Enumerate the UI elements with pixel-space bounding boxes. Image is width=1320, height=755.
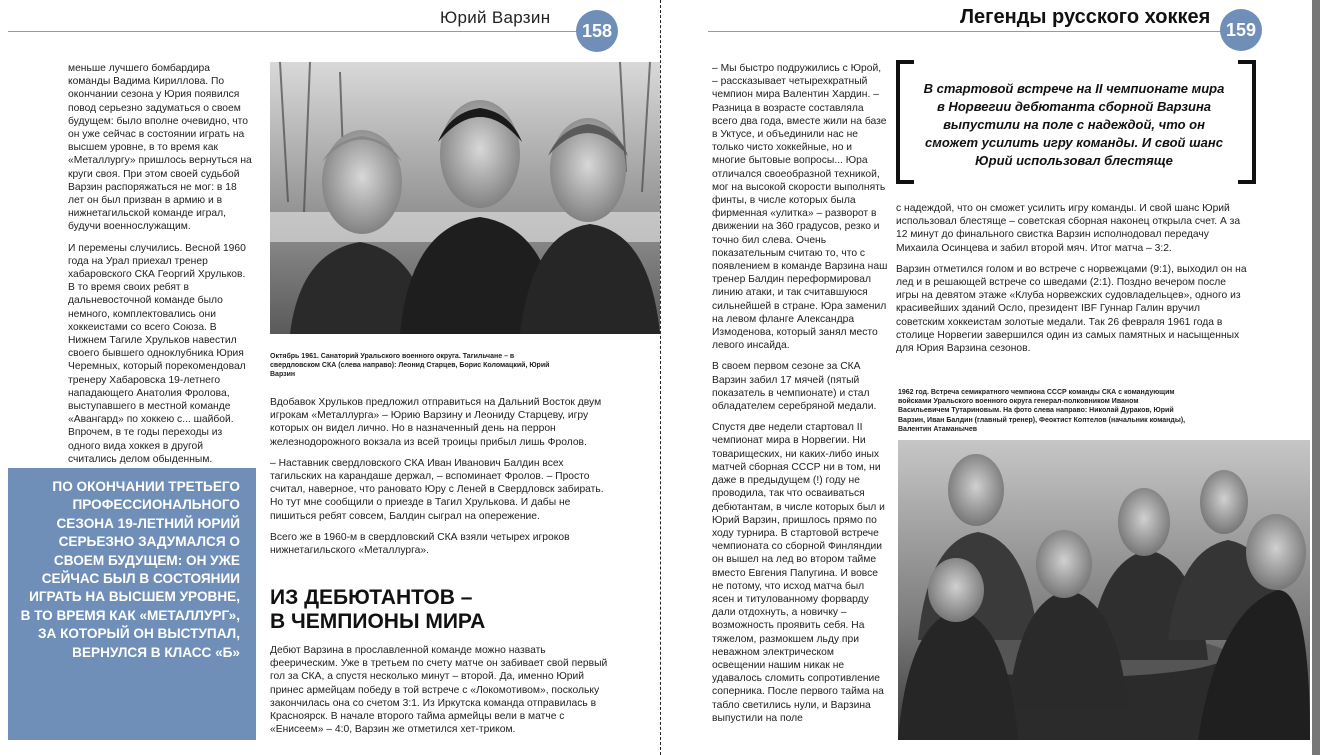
heading-line: ИЗ ДЕБЮТАНТОВ – [270, 586, 473, 609]
running-head: Юрий Варзин [440, 8, 551, 27]
section-heading [270, 586, 570, 634]
text-column-2-continued [270, 644, 616, 744]
text-column-2 [896, 202, 1250, 363]
quote-bracket-left [896, 60, 914, 184]
page-159 [664, 0, 1312, 755]
page-edge-right [1312, 0, 1320, 755]
paragraph: Вдобавок Хрульков предложил отправиться на Дальний Восток двум игрокам «Металлурга» – Юрию Варзину и Леониду Старцеву, игру которых он видел лично. Но в назначенный день на перрон железнодорожного вокзала из всей троицы прибыл лишь Фролов. [270, 397, 602, 448]
paragraph: Спустя две недели стартовал II чемпионат мира в Норвегии. Ни товарищеских, ни каких-либо иных матчей сборная СССР ни в том, ни даже в предыдущем (!) году не проводила, так что осваиваться дебютантам, в числе которых был и Юрий Варзин, пришлось прямо по ходу турнира. В стартовой встрече чемпионата со сборной Финляндии он вышел на лед во втором тайме вместо Евгения Папугина. И вовсе не потому, что исход матча был ясен и титулованному форварду дали отдохнуть, а новичку – возможность проявить себя. На тяжелом, размокшем льду при неважном электрическом освещении нашим никак не удавалось сломить сопротивление соперника. После первого тайма на табло светились нули, и Варзина выпустили на поле [712, 422, 885, 724]
text-column-2 [270, 396, 616, 565]
photo-caption: Октябрь 1961. Санаторий Уральского военного округа. Тагильчане – в свердловском СКА (слева направо): Леонид Старцев, Борис Коломацкий, Юрий Варзин [270, 353, 550, 379]
photo-three-players [270, 62, 660, 334]
paragraph: с надеждой, что он сможет усилить игру команды. И свой шанс Юрий использовал блестяще – советская сборная наконец открыла счет. А за 12 минут до финального свистка Варзин исполнодовал передачу Михаила Осинцева и забил второй мяч. Итог матча – 3:2. [896, 203, 1241, 254]
text-column-1 [712, 62, 888, 733]
photo-team-meeting [898, 440, 1310, 740]
paragraph: меньше лучшего бомбардира команды Вадима Кириллова. По окончании сезона у Юрия появился повод серьезно задуматься о своем будущем: было вполне очевидно, что он уже сейчас в состоянии играть на высшем уровне, в то время как «Металлургу» пришлось вернуться на круги своя. При этом своей судьбой Варзин распоряжаться не мог: в 18 лет он был призван в армию и в нижнетагильской команде играл, будучи военнослужащим. [68, 63, 252, 233]
header-rule [708, 31, 1228, 32]
paragraph: Всего же в 1960-м в свердловский СКА взяли четырех игроков нижнетагильского «Металлурга». [270, 531, 570, 557]
photo-team-meeting-image [898, 440, 1310, 740]
paragraph: И перемены случились. Весной 1960 года на Урал приехал тренер хабаровского СКА Георгий Хрульков. В то время своих ребят в дальневосточной команде было немного, комплектовались они хоккеистами со всего Союза. В Нижнем Тагиле Хрульков навестил своего бывшего одноклубника Юрия Черемных, который порекомендовал тренеру Хабаровска 19-летнего нападающего Анатолия Фролова, выступавшего в местной команде «Авангард» по хоккею с... шайбой. Впрочем, в те годы переходы из одного вида хоккея в другой считались делом обыденным. [68, 242, 246, 465]
paragraph: В своем первом сезоне за СКА Варзин забил 17 мячей (пятый показатель в чемпионате) и стал обладателем серебряной медали. [712, 361, 877, 413]
text-column-1 [68, 62, 254, 474]
paragraph: Варзин отметился голом и во встрече с норвежцами (9:1), выходил он на лед и в решающей встрече со шведами (2:1). Поздно вечером после игры на девятом этаже «Клуба норвежских судовладельцев», одного из красивейших зданий Осло, президент IBF Гуннар Галин вручил советским хоккеистам золотые медали. Так 26 февраля 1961 года в столице Норвегии завершился один из самых памятных и насыщенных для Юрия Варзина сезонов. [896, 263, 1247, 355]
paragraph: – Мы быстро подружились с Юрой, – рассказывает четырехкратный чемпион мира Валентин Хардин. – Разница в возрасте составляла всего два года, вместе жили на базе в Уктусе, и объединили нас не только чисто хоккейные, но и многие бытовые вопросы... Юра отличался своеобразной техникой, мог на высокой скорости выполнять финты, в числе которых была фирменная «улитка» – разворот в движении на 360 градусов, резко и точно бил слева. Очень показательным считаю то, что с появлением в команде Варзина наш тренер Балдин переформировал линию атаки, и так считавшуюся сильнейшей в стране. Юра заменил на левом фланге Александра Измоденова, который занял место левого инсайда. [712, 63, 888, 352]
page-number-badge: 159 [1220, 9, 1262, 51]
paragraph: Дебют Варзина в прославленной команде можно назвать феерическим. Уже в третьем по счету матче он забивает свой первый гол за СКА, а спустя несколько минут – второй. Да, именно Юрий принес армейцам победу в той встрече с «Локомотивом», поскольку закончилась она со счетом 3:1. Из Иркутска команда отправилась в Красноярск. В начале второго тайма армейцы вели в матче с «Енисеем» – 4:0, Варзин же отметился хет-триком. [270, 645, 608, 736]
photo-caption: 1962 год. Встреча семикратного чемпиона СССР команды СКА с командующим войсками Уральского военного округа генерал-полковником Иваном Васильевичем Тутариновым. На фото слева направо: Николай Дураков, Юрий Варзин, Иван Балдин (главный тренер), Феоктист Коптелов (начальник команды), Валентин Атаманычев [898, 389, 1186, 433]
photo-three-players-image [270, 62, 660, 334]
heading-line: В ЧЕМПИОНЫ МИРА [270, 610, 486, 633]
pull-quote: В стартовой встрече на II чемпионате мира в Норвегии дебютанта сборной Варзина выпустили на поле с надеждой, что он сможет усилить игру команды. И свой шанс Юрий использовал блестяще [923, 81, 1225, 168]
header-rule [8, 31, 578, 32]
pullquote-text: ПО ОКОНЧАНИИ ТРЕТЬЕГО ПРОФЕССИОНАЛЬНОГО СЕЗОНА 19-ЛЕТНИЙ ЮРИЙ СЕРЬЕЗНО ЗАДУМАЛСЯ О СВОЕМ БУДУЩЕМ: ОН УЖЕ СЕЙЧАС БЫЛ В СОСТОЯНИИ ИГРАТЬ НА ВЫСШЕМ УРОВНЕ, В ТО ВРЕМЯ КАК «МЕТАЛЛУРГ», ЗА КОТОРЫЙ ОН ВЫСТУПАЛ, ВЕРНУЛСЯ В КЛАСС «Б» [20, 479, 240, 660]
page-number-badge: 158 [576, 10, 618, 52]
running-head: Легенды русского хоккея [960, 6, 1211, 28]
paragraph: – Наставник свердловского СКА Иван Иванович Балдин всех тагильских на карандаше держал, – вспоминает Фролов. – Просто считал, наверное, что рановато Юру с Леней в Свердловск забирать. Но тут мне сообщили о приезде в Тагил Хрулькова. И дабы не пишиться ребят совсем, Балдин сыграл на опережение. [270, 457, 604, 522]
quote-bracket-right [1238, 60, 1256, 184]
